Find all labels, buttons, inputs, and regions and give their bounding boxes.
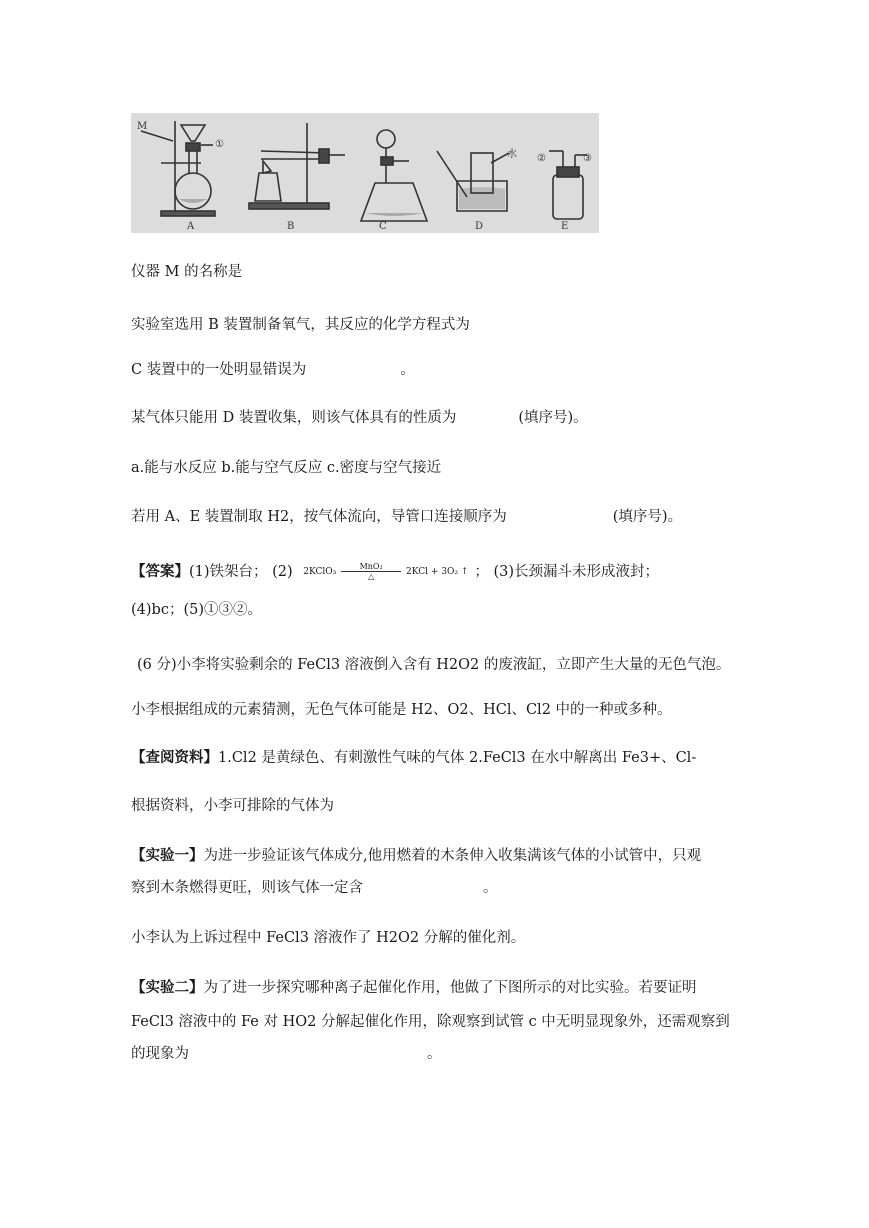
paragraph-6: 小李认为上诉过程中 FeCl3 溶液作了 H2O2 分解的催化剂。 [131,930,526,946]
answer-part-1: (1)铁架台； (2) [189,564,293,580]
apparatus-figure [131,113,599,233]
answer-line-1 [131,562,659,582]
reference-info [131,748,696,768]
question-1: 仪器 M 的名称是 [131,264,243,280]
question-6-end: (填序号)。 [612,509,683,525]
experiment-2-line-2: FeCl3 溶液中的 Fe 对 HO2 分解起催化作用，除观察到试管 c 中无明显现象外，还需观察到 [131,1014,730,1030]
label-M: M [137,121,148,132]
experiment-1-line-2 [131,878,498,898]
equation-reactant: 2KClO₃ [303,567,337,577]
experiment-1-text-2: 察到木条燃得更旺，则该气体一定含 [131,880,363,896]
experiment-2-line-3 [131,1044,442,1064]
label-circle-2: ② [537,153,546,164]
experiment-1-line-1 [131,846,701,866]
chemical-equation [303,562,468,582]
paragraph-4: 根据资料，小李可排除的气体为 [131,798,334,814]
label-B: B [287,221,295,232]
label-circle-3: ③ [583,153,592,164]
question-3-text: C 装置中的一处明显错误为 [131,362,307,378]
label-E: E [561,221,569,232]
equation-arrow [341,562,401,581]
question-3-end: 。 [400,362,415,378]
answer-tag: 【答案】 [131,563,189,580]
experiment-2-tag: 【实验二】 [131,979,204,996]
question-5-options: a.能与水反应 b.能与空气反应 c.密度与空气接近 [131,460,442,476]
question-6-text: 若用 A、E 装置制取 H2，按气体流向，导管口连接顺序为 [131,509,507,525]
label-water: 水 [507,149,517,160]
experiment-2-end: 。 [427,1046,442,1062]
experiment-2-text: 为了进一步探究哪种离子起催化作用，他做了下图所示的对比实验。若要证明 [203,980,697,996]
experiment-1-tag: 【实验一】 [131,847,204,864]
question-2: 实验室选用 B 装置制备氧气，其反应的化学方程式为 [131,317,470,333]
paragraph-1: (6 分)小李将实验剩余的 FeCl3 溶液倒入含有 H2O2 的废液缸，立即产生大量的无色气泡。 [137,657,731,673]
experiment-1-end: 。 [483,880,498,896]
answer-line-2: (4)bc；(5)①③②。 [131,602,262,618]
paragraph-2: 小李根据组成的元素猜测，无色气体可能是 H2、O2、HCl、Cl2 中的一种或多种。 [131,702,672,718]
equation-heat: △ [368,572,375,581]
experiment-2-line-1 [131,978,697,998]
equation-catalyst: MnO₂ [359,562,383,571]
question-6 [131,507,682,527]
reference-tag: 【查阅资料】 [131,749,218,766]
experiment-1-text: 为进一步验证该气体成分,他用燃着的木条伸入收集满该气体的小试管中，只观 [203,848,702,864]
equation-product: 2KCl + 3O₂ ↑ [406,567,469,577]
experiment-2-text-3: 的现象为 [131,1046,189,1062]
question-4-end: (填序号)。 [518,410,588,426]
question-3 [131,360,415,380]
reference-text: 1.Cl2 是黄绿色、有刺激性气味的气体 2.FeCl3 在水中解离出 Fe3+、Cl- [218,750,697,766]
answer-part-2: ； (3)长颈漏斗未形成液封； [474,564,660,580]
question-4 [131,408,588,428]
label-C: C [379,221,387,232]
apparatus-diagram [131,113,599,233]
label-D: D [475,221,484,232]
question-4-text: 某气体只能用 D 装置收集，则该气体具有的性质为 [131,410,457,426]
label-A: A [187,221,195,232]
label-circle-1: ① [215,139,224,150]
